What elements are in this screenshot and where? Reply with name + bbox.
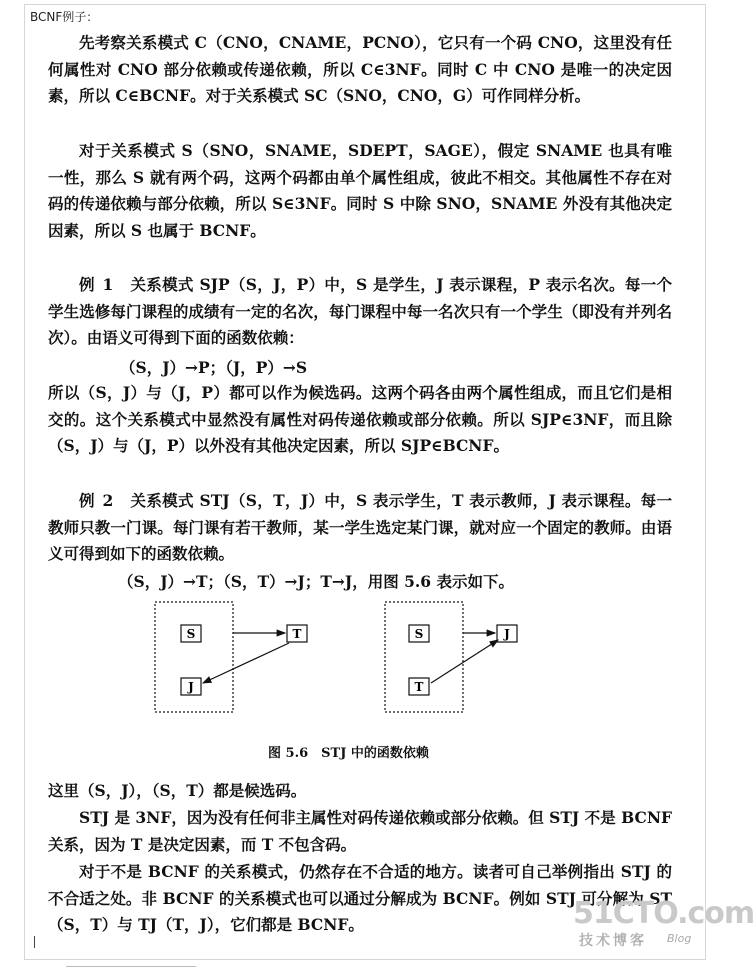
watermark-blog: Blog	[667, 932, 692, 945]
right-j-label: J	[504, 627, 510, 641]
right-arrow-t-to-j	[431, 640, 498, 683]
example-2-text: 关系模式 STJ（S，T，J）中，S 表示学生，T 表示教师，J 表示课程。每一教师只教一门课。每门课有若干教师，某一学生选定某门课，就对应一个固定的教师。由语义可得到如下的函数依赖。	[48, 491, 672, 563]
blog-post-label: BCNF例子：	[30, 10, 99, 24]
example-2-label: 例 2	[79, 491, 115, 510]
watermark-subtitle: 技术博客	[579, 933, 647, 949]
left-t-label: T	[292, 627, 302, 641]
example-1-formula: （S，J）→P；（J，P）→S	[120, 358, 308, 377]
right-s-label: S	[414, 627, 424, 641]
watermark	[573, 896, 754, 952]
paragraph-non-bcnf: 对于不是 BCNF 的关系模式，仍然存在不合适的地方。读者可自己举例指出 STJ 的不合适之处。非 BCNF 的关系模式也可以通过分解成为 BCNF。例如 STJ 可分解为 ST（S，T）与 TJ（T，J），它们都是 BCNF。	[48, 862, 672, 934]
right-t-label: T	[414, 680, 424, 694]
left-diagram	[155, 602, 307, 712]
paragraph-stj-3nf: STJ 是 3NF，因为没有任何非主属性对码传递依赖或部分依赖。但 STJ 不是 BCNF 关系，因为 T 是决定因素，而 T 不包含码。	[48, 808, 672, 854]
example-1-label: 例 1	[79, 275, 115, 294]
paragraph-candidate-keys: 这里（S，J），（S，T）都是候选码。	[48, 781, 307, 800]
right-diagram	[385, 602, 517, 712]
paragraph-c-analysis: 先考察关系模式 C（CNO，CNAME，PCNO），它只有一个码 CNO，这里没有任何属性对 CNO 部分依赖或传递依赖，所以 C∈3NF。同时 C 中 CNO 是唯一的决定因素，所以 C∈BCNF。对于关系模式 SC（SNO，CNO，G）可作同样分析。	[48, 33, 672, 105]
example-2-formula: （S，J）→T；（S，T）→J；T→J，用图 5.6 表示如下。	[118, 572, 514, 591]
paragraph-sjp-conclusion: 所以（S，J）与（J，P）都可以作为候选码。这两个码各由两个属性组成，而且它们是相交的。这个关系模式中显然没有属性对码传递依赖或部分依赖。所以 SJP∈3NF，而且除（S，J）与（J，P）以外没有其他决定因素，所以 SJP∈BCNF。	[48, 383, 672, 455]
left-s-label: S	[186, 627, 196, 641]
left-arrow-t-to-j	[203, 643, 289, 683]
margin-tick	[34, 936, 35, 948]
paragraph-s-analysis: 对于关系模式 S（SNO，SNAME，SDEPT，SAGE），假定 SNAME 也具有唯一性，那么 S 就有两个码，这两个码都由单个属性组成，彼此不相交。其他属性不存在对码的传递依赖与部分依赖，所以 S∈3NF。同时 S 中除 SNO，SNAME 外没有其他决定因素，所以 S 也属于 BCNF。	[48, 141, 672, 240]
figure-caption: 图 5.6 STJ 中的函数依赖	[268, 746, 429, 761]
watermark-brand: 51CTO.com	[573, 896, 754, 931]
footer-rule	[66, 966, 196, 967]
left-j-label: J	[188, 680, 194, 694]
example-1-text: 关系模式 SJP（S，J，P）中，S 是学生，J 表示课程，P 表示名次。每一个学生选修每门课程的成绩有一定的名次，每门课程中每一名次只有一个学生（即没有并列名次）。由语义可得到下面的函数依赖：	[48, 275, 672, 347]
